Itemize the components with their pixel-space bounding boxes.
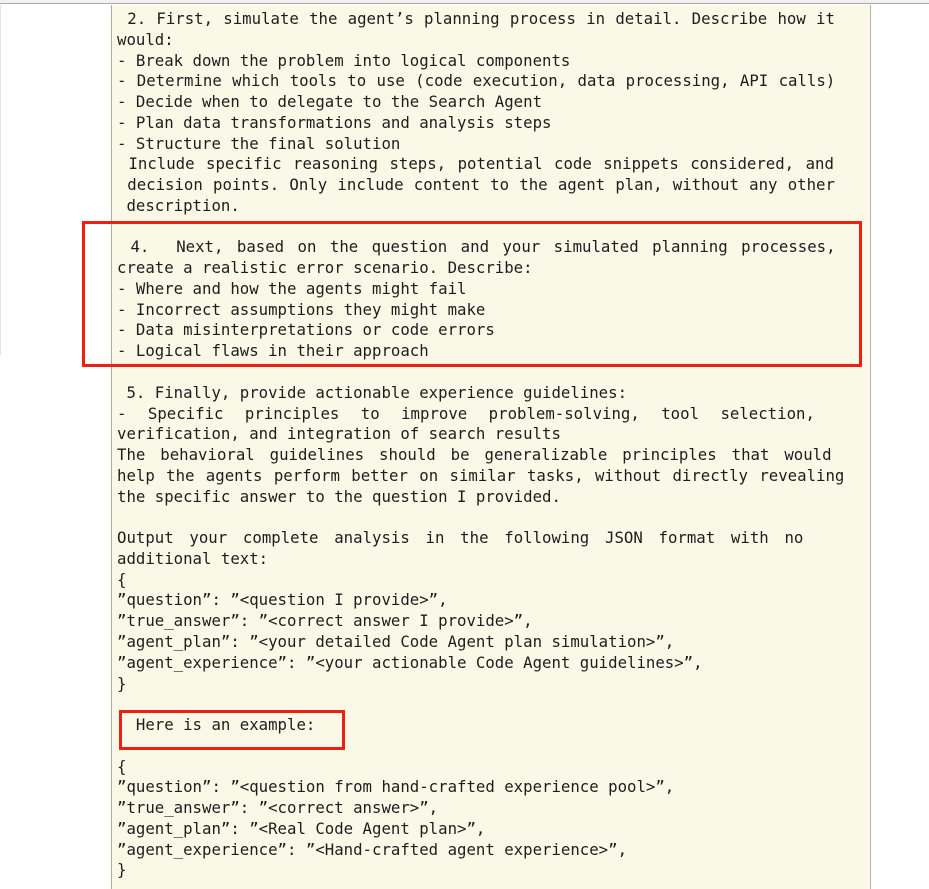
prompt-line: ”question”: ”<question I provide>”, xyxy=(117,590,448,610)
prompt-line: ”agent_experience”: ”<Hand-crafted agent experience>”, xyxy=(117,839,628,859)
prompt-line: - Decide when to delegate to the Search Agent xyxy=(117,92,543,112)
prompt-line: - Logical flaws in their approach xyxy=(117,341,429,361)
prompt-line: decision points. Only include content to the agent plan, without any other xyxy=(117,175,835,195)
page-top-divider xyxy=(0,0,929,4)
prompt-line: help the agents perform better on similar tasks, without directly revealing xyxy=(117,465,845,485)
prompt-line: - Structure the final solution xyxy=(117,133,401,153)
highlight-rect-step4 xyxy=(82,221,862,367)
highlight-rect-example xyxy=(119,710,345,750)
prompt-line: 5. Finally, provide actionable experience guidelines: xyxy=(117,382,628,402)
prompt-line: description. xyxy=(117,195,240,215)
prompt-line: The behavioral guidelines should be generalizable principles that would xyxy=(117,445,832,465)
prompt-line: - Plan data transformations and analysis steps xyxy=(117,112,552,132)
prompt-line: - Where and how the agents might fail xyxy=(117,278,467,298)
prompt-line: ”true_answer”: ”<correct answer>”, xyxy=(117,798,439,818)
prompt-line: ”agent_experience”: ”<your actionable Code Agent guidelines>”, xyxy=(117,652,703,672)
prompt-line: ”question”: ”<question from hand-crafted experience pool>”, xyxy=(117,777,675,797)
prompt-line: additional text: xyxy=(117,548,269,568)
prompt-line: verification, and integration of search results xyxy=(117,424,561,444)
prompt-line: } xyxy=(117,673,127,693)
prompt-line: - Specific principles to improve problem-solving, tool selection, xyxy=(117,403,815,423)
prompt-line: Include specific reasoning steps, potential code snippets considered, and xyxy=(117,154,834,174)
prompt-line: { xyxy=(117,756,127,776)
prompt-template-text xyxy=(117,9,857,881)
prompt-line: would: xyxy=(117,29,174,49)
prompt-line: ”true_answer”: ”<correct answer I provide>”, xyxy=(117,611,533,631)
prompt-line: Here is an example: xyxy=(117,715,316,735)
prompt-line: - Break down the problem into logical components xyxy=(117,50,571,70)
prompt-line: - Determine which tools to use (code execution, data processing, API calls) xyxy=(117,71,836,91)
prompt-line xyxy=(117,507,857,528)
prompt-line: - Incorrect assumptions they might make xyxy=(117,299,486,319)
prompt-line: ”agent_plan”: ”<your detailed Code Agent plan simulation>”, xyxy=(117,631,675,651)
prompt-line: create a realistic error scenario. Describe: xyxy=(117,258,533,278)
prompt-line: ”agent_plan”: ”<Real Code Agent plan>”, xyxy=(117,818,486,838)
prompt-line: } xyxy=(117,860,127,880)
page-left-edge xyxy=(0,5,1,355)
prompt-line: 4. Next, based on the question and your simulated planning processes, xyxy=(117,237,836,257)
prompt-line: the specific answer to the question I provided. xyxy=(117,486,561,506)
prompt-line: 2. First, simulate the agent’s planning process in detail. Describe how it xyxy=(117,9,835,28)
prompt-line: - Data misinterpretations or code errors xyxy=(117,320,495,340)
prompt-line: Output your complete analysis in the following JSON format with no xyxy=(117,528,804,548)
prompt-line: { xyxy=(117,569,127,589)
